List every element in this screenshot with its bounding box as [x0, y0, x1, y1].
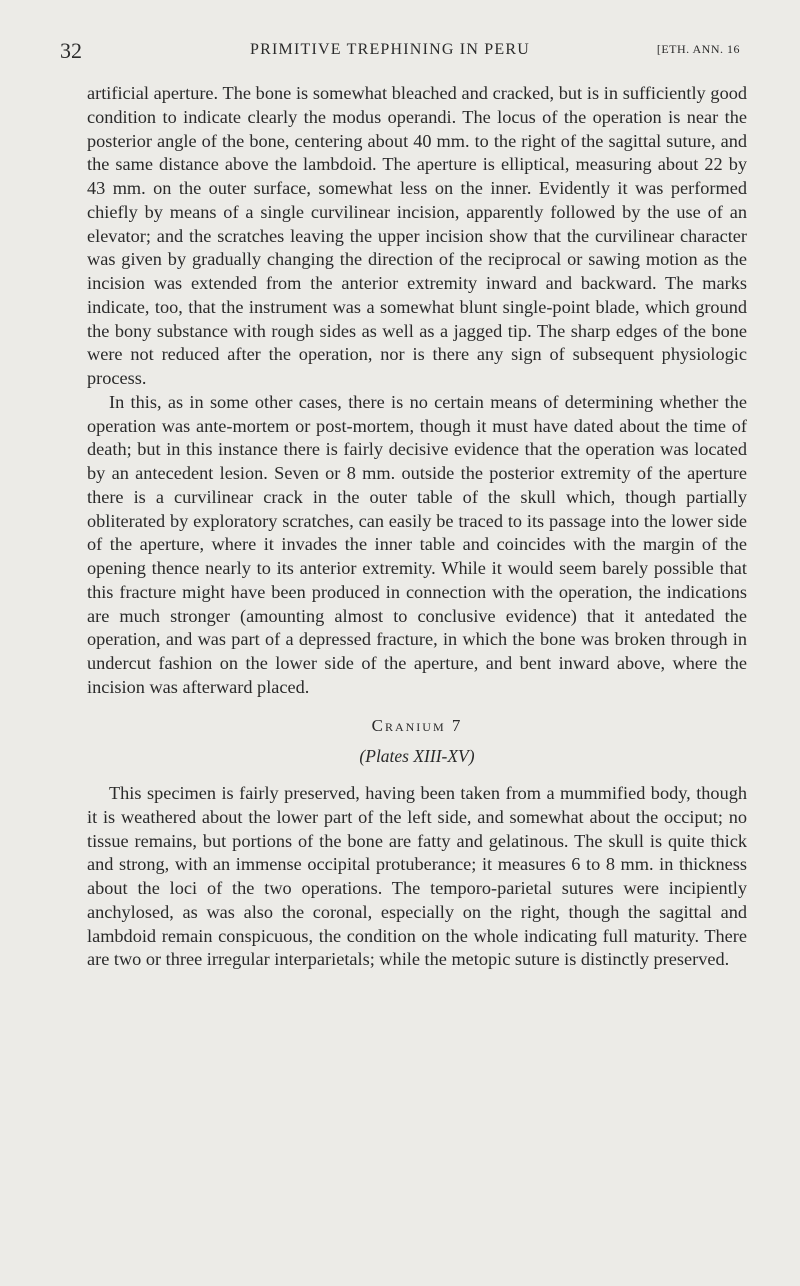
page-number: 32	[60, 38, 82, 63]
paragraph-specimen-description: This specimen is fairly preserved, having been taken from a mummified body, though it is weathered about the lower part of the left side, and somewhat about the occiput; no tissue remains, but portions of the bone are fatty and gelatinous. The skull is quite thick and strong, with an immense occipital protuberance; it measures 6 to 8 mm. in thickness about the loci of the two operations. The temporo-parietal sutures were incipiently anchylosed, as was also the coronal, especially on the right, though the sagittal and lambdoid remain conspicuous, the condition on the whole indicating full maturity. There are two or three irregular interparietals; while the metopic suture is distinctly preserved.	[87, 783, 747, 970]
running-head	[60, 38, 740, 68]
plate-reference: (Plates XIII-XV)	[359, 746, 475, 767]
journal-reference: [ETH. ANN. 16	[656, 42, 740, 56]
section-heading-cranium-7: Cranium 7	[371, 715, 463, 735]
body-text	[87, 82, 747, 972]
paragraph-fracture-evidence: In this, as in some other cases, there is no certain means of determining whether the operation was ante-mortem or post-mortem, though it must have dated about the time of death; but in this instance there is fairly decisive evidence that the operation was located by an antecedent lesion. Seven or 8 mm. outside the posterior extremity of the aperture there is a curvilinear crack in the outer table of the skull which, though partially obliterated by exploratory scratches, can easily be traced to its passage into the lower side of the aperture, where it invades the inner table and coincides with the margin of the opening thence nearly to its anterior extremity. While it would seem barely possible that this fracture might have been produced in connection with the operation, the indications are much stronger (amounting almost to conclusive evidence) that it antedated the operation, and was part of a depressed fracture, in which the bone was broken through in undercut fashion on the lower side of the aperture, and bent inward above, where the incision was afterward placed.	[87, 391, 747, 697]
paragraph-continued: artificial aperture. The bone is somewhat bleached and cracked, but is in sufficiently good condition to indicate clearly the modus operandi. The locus of the operation is near the posterior angle of the bone, centering about 40 mm. to the right of the sagittal suture, and the same distance above the lambdoid. The aperture is elliptical, measuring about 22 by 43 mm. on the outer surface, somewhat less on the inner. Evidently it was performed chiefly by means of a single curvilinear incision, apparently followed by the use of an elevator; and the scratches leaving the upper incision show that the curvilinear character was given by gradually changing the direction of the reciprocal or sawing motion as the incision was extended from the anterior extremity inward and backward. The marks indicate, too, that the instrument was a somewhat blunt single-point blade, which ground the bony substance with rough sides as well as a jagged tip. The sharp edges of the bone were not reduced after the operation, nor is there any sign of subsequent physiologic process.	[87, 83, 747, 388]
running-title: PRIMITIVE TREPHINING IN PERU	[250, 41, 530, 58]
